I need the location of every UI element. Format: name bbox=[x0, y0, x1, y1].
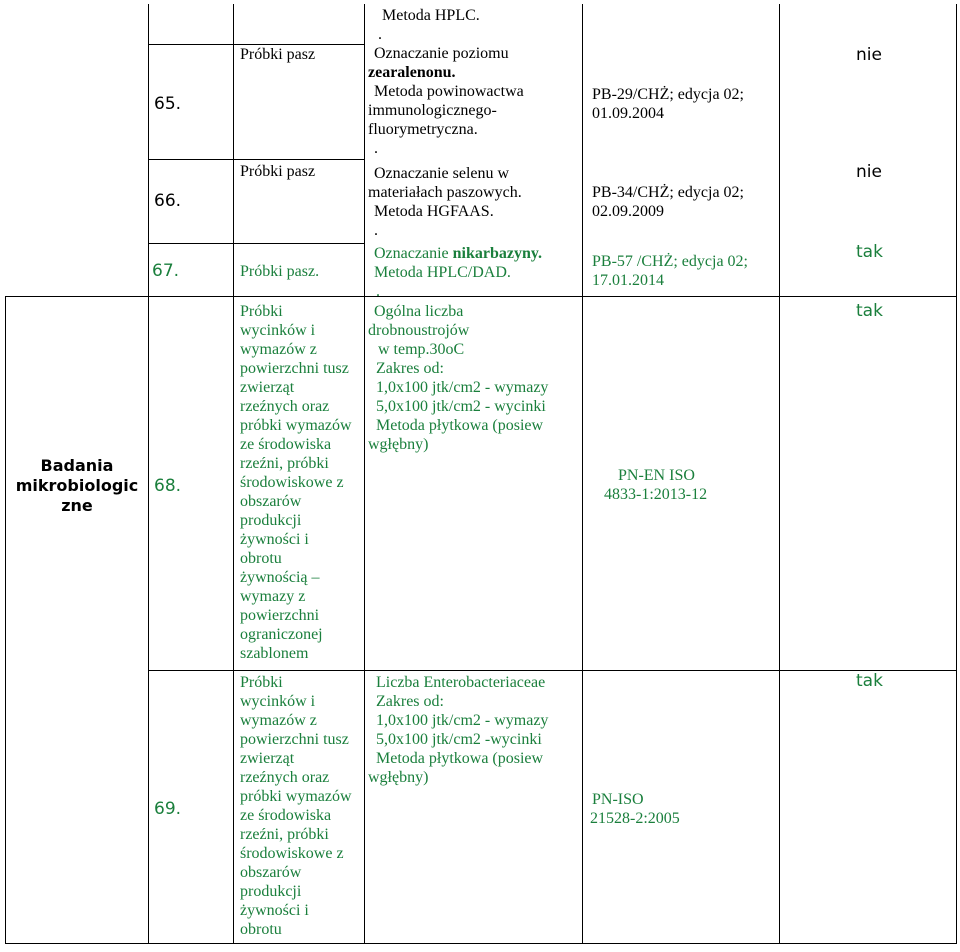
document-cell bbox=[592, 183, 744, 221]
row-number: 68. bbox=[154, 476, 182, 496]
document-line: PB-34/CHŻ; edycja 02; bbox=[592, 184, 744, 201]
sample-line: ze środowiska bbox=[240, 436, 332, 453]
sample-line: produkcji bbox=[240, 512, 302, 529]
document-line: 17.01.2014 bbox=[592, 272, 664, 289]
method-line: . bbox=[374, 222, 378, 239]
sample-line: próbki wymazów bbox=[240, 788, 352, 805]
sample-line: Próbki bbox=[240, 674, 283, 691]
method-line: Metoda HPLC/DAD. bbox=[374, 264, 511, 281]
sample-line: produkcji bbox=[240, 883, 302, 900]
sample-line: rzeźni, próbki bbox=[240, 826, 329, 843]
sample-line: obszarów bbox=[240, 493, 302, 510]
document-line: 4833-1:2013-12 bbox=[604, 486, 708, 503]
method-line bbox=[368, 244, 542, 263]
method-cell bbox=[368, 6, 524, 158]
sample-line: żywności i bbox=[240, 902, 309, 919]
method-line: fluorymetryczna. bbox=[368, 121, 478, 138]
accreditation-flag: tak bbox=[856, 301, 883, 321]
method-line: Oznaczanie selenu w bbox=[374, 165, 510, 182]
method-text-bold: nikarbazyny. bbox=[452, 245, 542, 262]
method-line: . bbox=[378, 26, 382, 43]
document-cell bbox=[590, 790, 680, 828]
sample-line: szablonem bbox=[240, 645, 309, 662]
document-line: PN-EN ISO bbox=[618, 467, 695, 484]
document-line: PB-57 /CHŻ; edycja 02; bbox=[592, 253, 748, 270]
accreditation-flag: nie bbox=[856, 45, 882, 65]
sample-line: wymazów z bbox=[240, 712, 317, 729]
sample-line: próbki wymazów bbox=[240, 417, 352, 434]
method-cell bbox=[368, 244, 542, 301]
sample-line: zwierząt bbox=[240, 379, 295, 396]
sample-line: żywnością – bbox=[240, 569, 320, 586]
method-line: Metoda HGFAAS. bbox=[374, 203, 494, 220]
method-line: 5,0x100 jtk/cm2 - wycinki bbox=[376, 398, 546, 415]
accreditation-flag: tak bbox=[856, 242, 883, 262]
category-label bbox=[6, 456, 148, 516]
category-line: mikrobiologic bbox=[15, 476, 139, 495]
method-cell bbox=[368, 302, 548, 454]
sample-line: rzeźnych oraz bbox=[240, 398, 330, 415]
method-line: Metoda powinowactwa bbox=[374, 83, 524, 100]
row-number: 67. bbox=[152, 261, 180, 281]
method-line: wgłębny) bbox=[368, 769, 429, 786]
sample-line: obrotu bbox=[240, 550, 282, 567]
sample-line: środowiskowe z bbox=[240, 845, 344, 862]
method-line: Zakres od: bbox=[376, 693, 444, 710]
method-cell bbox=[368, 673, 548, 787]
sample-line: wymazów z bbox=[240, 341, 317, 358]
method-cell bbox=[368, 164, 522, 240]
method-line: Metoda HPLC. bbox=[382, 7, 480, 24]
method-line: w temp.30oC bbox=[378, 341, 465, 358]
method-line: 1,0x100 jtk/cm2 - wymazy bbox=[376, 712, 549, 729]
sample-line: rzeźni, próbki bbox=[240, 455, 329, 472]
sample-line: powierzchni bbox=[240, 607, 320, 624]
sample-cell: Próbki pasz bbox=[240, 163, 316, 180]
method-line: 5,0x100 jtk/cm2 -wycinki bbox=[376, 731, 542, 748]
sample-line: rzeźnych oraz bbox=[240, 769, 330, 786]
accreditation-flag: nie bbox=[856, 162, 882, 182]
sample-line: powierzchni tusz bbox=[240, 360, 349, 377]
sample-line: ze środowiska bbox=[240, 807, 332, 824]
method-line: Metoda płytkowa (posiew bbox=[376, 417, 544, 434]
method-line: Oznaczanie poziomu bbox=[374, 45, 509, 62]
method-line: Metoda płytkowa (posiew bbox=[376, 750, 544, 767]
method-line: Liczba Enterobacteriaceae bbox=[376, 674, 546, 691]
sample-line: wycinków i bbox=[240, 322, 316, 339]
sample-line: środowiskowe z bbox=[240, 474, 344, 491]
sample-line: zwierząt bbox=[240, 750, 295, 767]
method-line-bold: zearalenonu. bbox=[368, 64, 456, 81]
method-line: 1,0x100 jtk/cm2 - wymazy bbox=[376, 379, 549, 396]
method-line: wgłębny) bbox=[368, 436, 429, 453]
sample-cell bbox=[240, 302, 352, 663]
category-line: Badania bbox=[40, 456, 114, 475]
document-line: PB-29/CHŻ; edycja 02; bbox=[592, 86, 744, 103]
document-cell bbox=[592, 85, 744, 123]
row-number: 65. bbox=[154, 94, 182, 114]
sample-line: Próbki bbox=[240, 303, 283, 320]
method-line: immunologicznego- bbox=[368, 102, 497, 119]
sample-line: obszarów bbox=[240, 864, 302, 881]
method-line: drobnoustrojów bbox=[368, 322, 470, 339]
method-line: Ogólna liczba bbox=[374, 303, 464, 320]
sample-cell bbox=[240, 673, 352, 939]
document-cell bbox=[604, 466, 707, 504]
category-line: zne bbox=[61, 496, 93, 515]
sample-line: ograniczonej bbox=[240, 626, 323, 643]
document-cell bbox=[592, 252, 748, 290]
document-line: 02.09.2009 bbox=[592, 203, 664, 220]
sample-line: wymazy z bbox=[240, 588, 306, 605]
document-line: PN-ISO bbox=[592, 791, 644, 808]
method-line: materiałach paszowych. bbox=[368, 184, 522, 201]
document-line: 01.09.2004 bbox=[592, 105, 664, 122]
row-number: 66. bbox=[154, 191, 182, 211]
sample-cell: Próbki pasz bbox=[240, 46, 316, 63]
sample-line: powierzchni tusz bbox=[240, 731, 349, 748]
accreditation-flag: tak bbox=[856, 671, 883, 691]
sample-cell: Próbki pasz. bbox=[240, 263, 320, 280]
method-line: . bbox=[374, 140, 378, 157]
sample-line: wycinków i bbox=[240, 693, 316, 710]
method-text: Oznaczanie bbox=[374, 245, 453, 262]
method-line: Zakres od: bbox=[376, 360, 444, 377]
sample-line: obrotu bbox=[240, 921, 282, 938]
method-line: . bbox=[376, 283, 380, 300]
sample-line: żywności i bbox=[240, 531, 309, 548]
document-line: 21528-2:2005 bbox=[590, 810, 680, 827]
row-number: 69. bbox=[154, 799, 182, 819]
